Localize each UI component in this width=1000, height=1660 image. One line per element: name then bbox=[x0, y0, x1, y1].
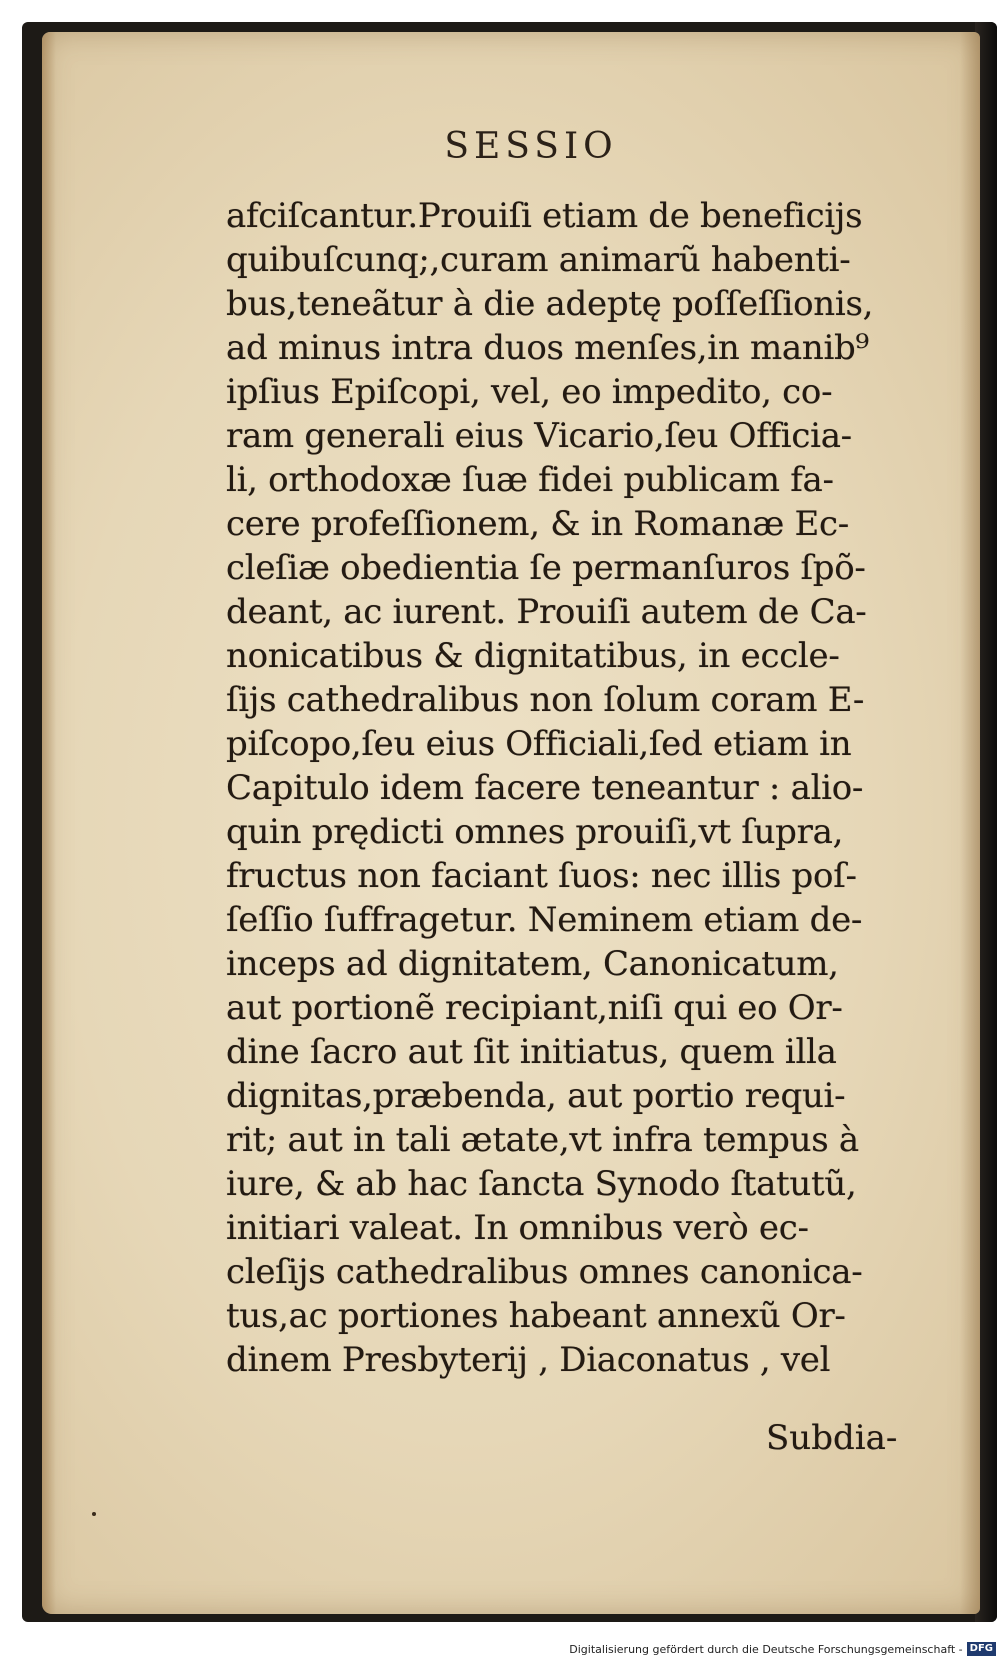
digitization-credit-text: Digitalisierung gefördert durch die Deutsche Forschungsgemeinschaft - bbox=[569, 1642, 963, 1656]
text-line: piſcopo,ſeu eius Officiali,ſed etiam in bbox=[226, 724, 852, 764]
text-line: rit; aut in tali ætate,vt infra tempus à bbox=[226, 1120, 859, 1160]
text-line: li, orthodoxæ ſuæ fidei publicam fa- bbox=[226, 460, 834, 500]
text-line: deant, ac iurent. Prouiſi autem de Ca- bbox=[226, 592, 867, 632]
text-line: tus,ac portiones habeant annexũ Or- bbox=[226, 1296, 846, 1336]
text-line: cleſijs cathedralibus omnes canonica- bbox=[226, 1252, 863, 1292]
running-head: SESSIO bbox=[444, 126, 618, 167]
text-line: ſijs cathedralibus non ſolum coram E- bbox=[226, 680, 865, 720]
text-line: ſeſſio ſuffragetur. Neminem etiam de- bbox=[226, 900, 863, 940]
text-line: cere profeſſionem, & in Romanæ Ec- bbox=[226, 504, 849, 544]
text-line: ram generali eius Vicario,ſeu Officia- bbox=[226, 416, 852, 456]
text-line: ipſius Epiſcopi, vel, eo impedito, co- bbox=[226, 372, 833, 412]
text-line: dignitas,præbenda, aut portio requi- bbox=[226, 1076, 846, 1116]
paper-speck bbox=[92, 1512, 96, 1516]
text-line: Capitulo idem facere teneantur : alio- bbox=[226, 768, 864, 808]
dfg-logo-icon: DFG bbox=[967, 1642, 996, 1656]
text-line: afciſcantur.Prouiſi etiam de beneficijs bbox=[226, 196, 863, 236]
digitization-credit-bar bbox=[569, 1640, 996, 1658]
text-line: bus,teneãtur à die adeptę poſſeſſionis, bbox=[226, 284, 874, 324]
book-page bbox=[42, 32, 980, 1614]
text-line: fructus non faciant ſuos: nec illis poſ- bbox=[226, 856, 857, 896]
catchword: Subdia- bbox=[766, 1418, 898, 1458]
text-line: aut portionẽ recipiant,niſi qui eo Or- bbox=[226, 988, 843, 1028]
text-line: quibuſcunq;,curam animarũ habenti- bbox=[226, 240, 851, 280]
text-line: quin prędicti omnes prouiſi,vt ſupra, bbox=[226, 812, 844, 852]
text-line: dine ſacro aut ſit initiatus, quem illa bbox=[226, 1032, 837, 1072]
text-line: cleſiæ obedientia ſe permanſuros ſpõ- bbox=[226, 548, 866, 588]
text-line: iure, & ab hac ſancta Synodo ſtatutũ, bbox=[226, 1164, 857, 1204]
text-line: nonicatibus & dignitatibus, in eccle- bbox=[226, 636, 840, 676]
text-line: ad minus intra duos menſes,in manib⁹ bbox=[226, 328, 869, 368]
text-line: initiari valeat. In omnibus verò ec- bbox=[226, 1208, 809, 1248]
text-line: inceps ad dignitatem, Canonicatum, bbox=[226, 944, 839, 984]
body-text bbox=[226, 194, 966, 1382]
text-line: dinem Presbyterij , Diaconatus , vel bbox=[226, 1340, 831, 1380]
